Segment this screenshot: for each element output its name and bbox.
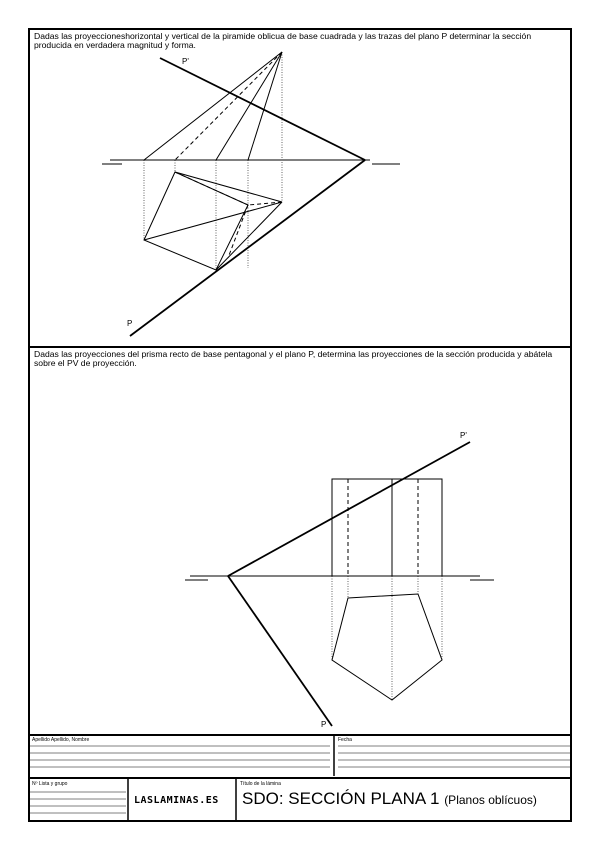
date-field [336,736,570,776]
projection-reference-lines [332,576,442,700]
date-label: Fecha [338,737,352,743]
plane-trace-vertical [160,58,365,160]
plane-trace-horizontal [130,160,365,336]
logo-cell [130,780,236,820]
pyramid-horizontal-projection [144,172,282,270]
name-label: Apellido Apellido, Nombre [32,737,90,743]
label-p-horizontal: P [321,720,327,729]
exercise-1-panel [30,30,570,348]
prism-horizontal-projection [332,594,442,700]
label-p-horizontal: P [127,319,133,328]
prism-vertical-projection [332,479,442,576]
sheet-title-label: Título de la lámina [240,781,281,787]
list-group-label: Nº Lista y grupo [32,781,68,787]
exercise-1-drawing [30,30,570,348]
exercise-2-drawing [30,348,570,736]
title-block [30,736,570,820]
sheet-title-main: SDO: SECCIÓN PLANA 1 [242,789,440,808]
exercise-2-panel [30,348,570,736]
plane-trace-vertical [228,442,470,576]
exercise-1-prompt: Dadas las proyeccioneshorizontal y vertical de la piramide oblicua de base cuadrada y las trazas del plano P determinar la sección producida en verdadera magnitud y forma. [34,31,532,51]
label-p-vertical: P' [460,431,467,440]
pyramid-vertical-projection [144,52,282,160]
exercise-2-prompt: Dadas las proyecciones del prisma recto de base pentagonal y el plano P, determina las proyecciones de la sección producida y abátela sobre el PV de proyección. [34,349,553,369]
name-field [30,736,334,776]
drawing-sheet [28,28,572,822]
sheet-subtitle: (Planos oblícuos) [444,793,537,807]
plane-trace-horizontal [228,576,332,726]
sheet-title-field [238,780,570,820]
list-group-field [30,780,128,820]
laslaminas-logo: LASLAMINAS.ES [134,795,219,806]
sheet-title [242,789,537,809]
label-p-vertical: P' [182,57,189,66]
